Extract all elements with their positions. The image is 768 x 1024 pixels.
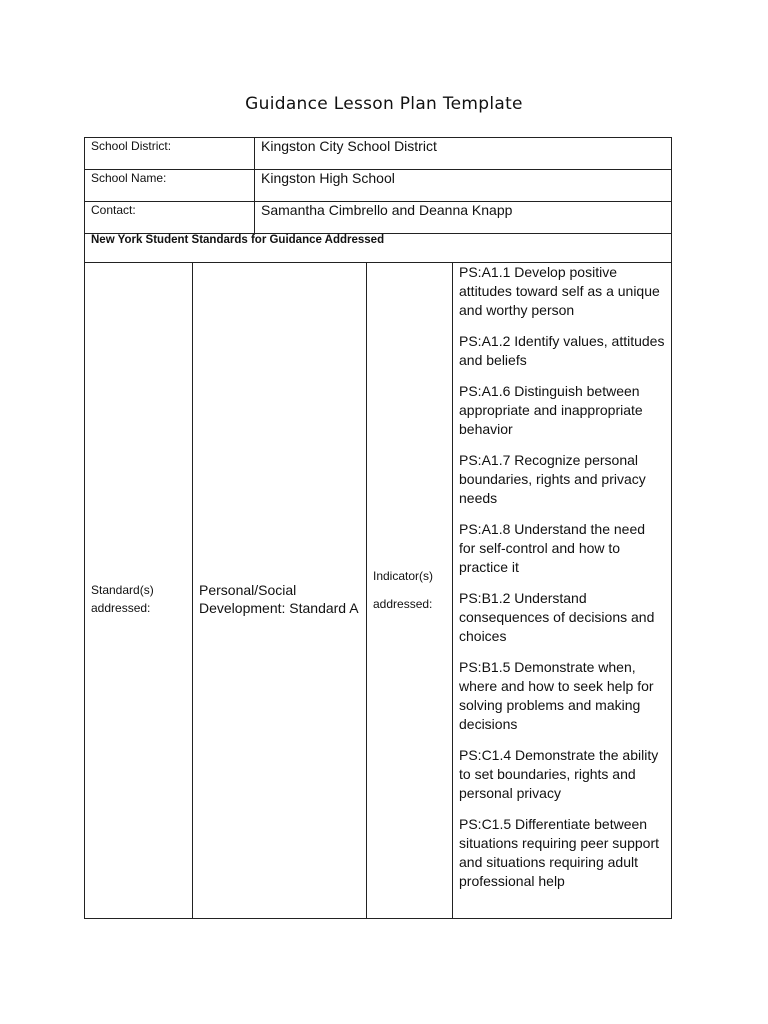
list-item: PS:C1.5 Differentiate between situations requiring peer support and situations requiring adult professional help (459, 816, 660, 889)
indicator-label-line2: addressed: (373, 596, 433, 611)
list-item: PS:A1.6 Distinguish between appropriate and inappropriate behavior (459, 383, 643, 437)
indicator-label-line1: Indicator(s) (373, 568, 434, 583)
standard-label (85, 263, 193, 918)
table-row-school-name (85, 170, 671, 202)
standards-header: New York Student Standards for Guidance Addressed (91, 234, 385, 246)
document-title: Guidance Lesson Plan Template (245, 94, 523, 114)
list-item: PS:A1.2 Identify values, attitudes and beliefs (459, 333, 665, 368)
list-item: PS:A1.8 Understand the need for self-control and how to practice it (459, 521, 646, 575)
school-district-value: Kingston City School District (261, 138, 437, 154)
list-item: PS:A1.1 Develop positive attitudes toward self as a unique and worthy person (459, 264, 660, 318)
standard-value (193, 263, 367, 918)
contact-label: Contact: (85, 202, 255, 233)
table-row-school-district (85, 138, 671, 170)
lesson-plan-table (84, 137, 672, 919)
school-district-label: School District: (85, 138, 255, 169)
indicator-label (367, 263, 453, 918)
contact-value: Samantha Cimbrello and Deanna Knapp (261, 202, 513, 218)
list-item: PS:C1.4 Demonstrate the ability to set boundaries, rights and personal privacy (459, 747, 659, 801)
school-name-value: Kingston High School (261, 170, 395, 186)
table-row-standards-header (85, 234, 671, 263)
standard-value-text: Personal/Social Development: Standard A (199, 581, 359, 616)
table-row-contact (85, 202, 671, 234)
list-item: PS:B1.2 Understand consequences of decisions and choices (459, 590, 655, 644)
list-item: PS:B1.5 Demonstrate when, where and how to seek help for solving problems and making decisions (459, 659, 654, 732)
school-name-label: School Name: (85, 170, 255, 201)
list-item: PS:A1.7 Recognize personal boundaries, rights and privacy needs (459, 452, 646, 506)
table-row-standards (85, 263, 671, 918)
indicator-list (453, 263, 671, 918)
standard-label-text: Standard(s) addressed: (91, 582, 154, 615)
